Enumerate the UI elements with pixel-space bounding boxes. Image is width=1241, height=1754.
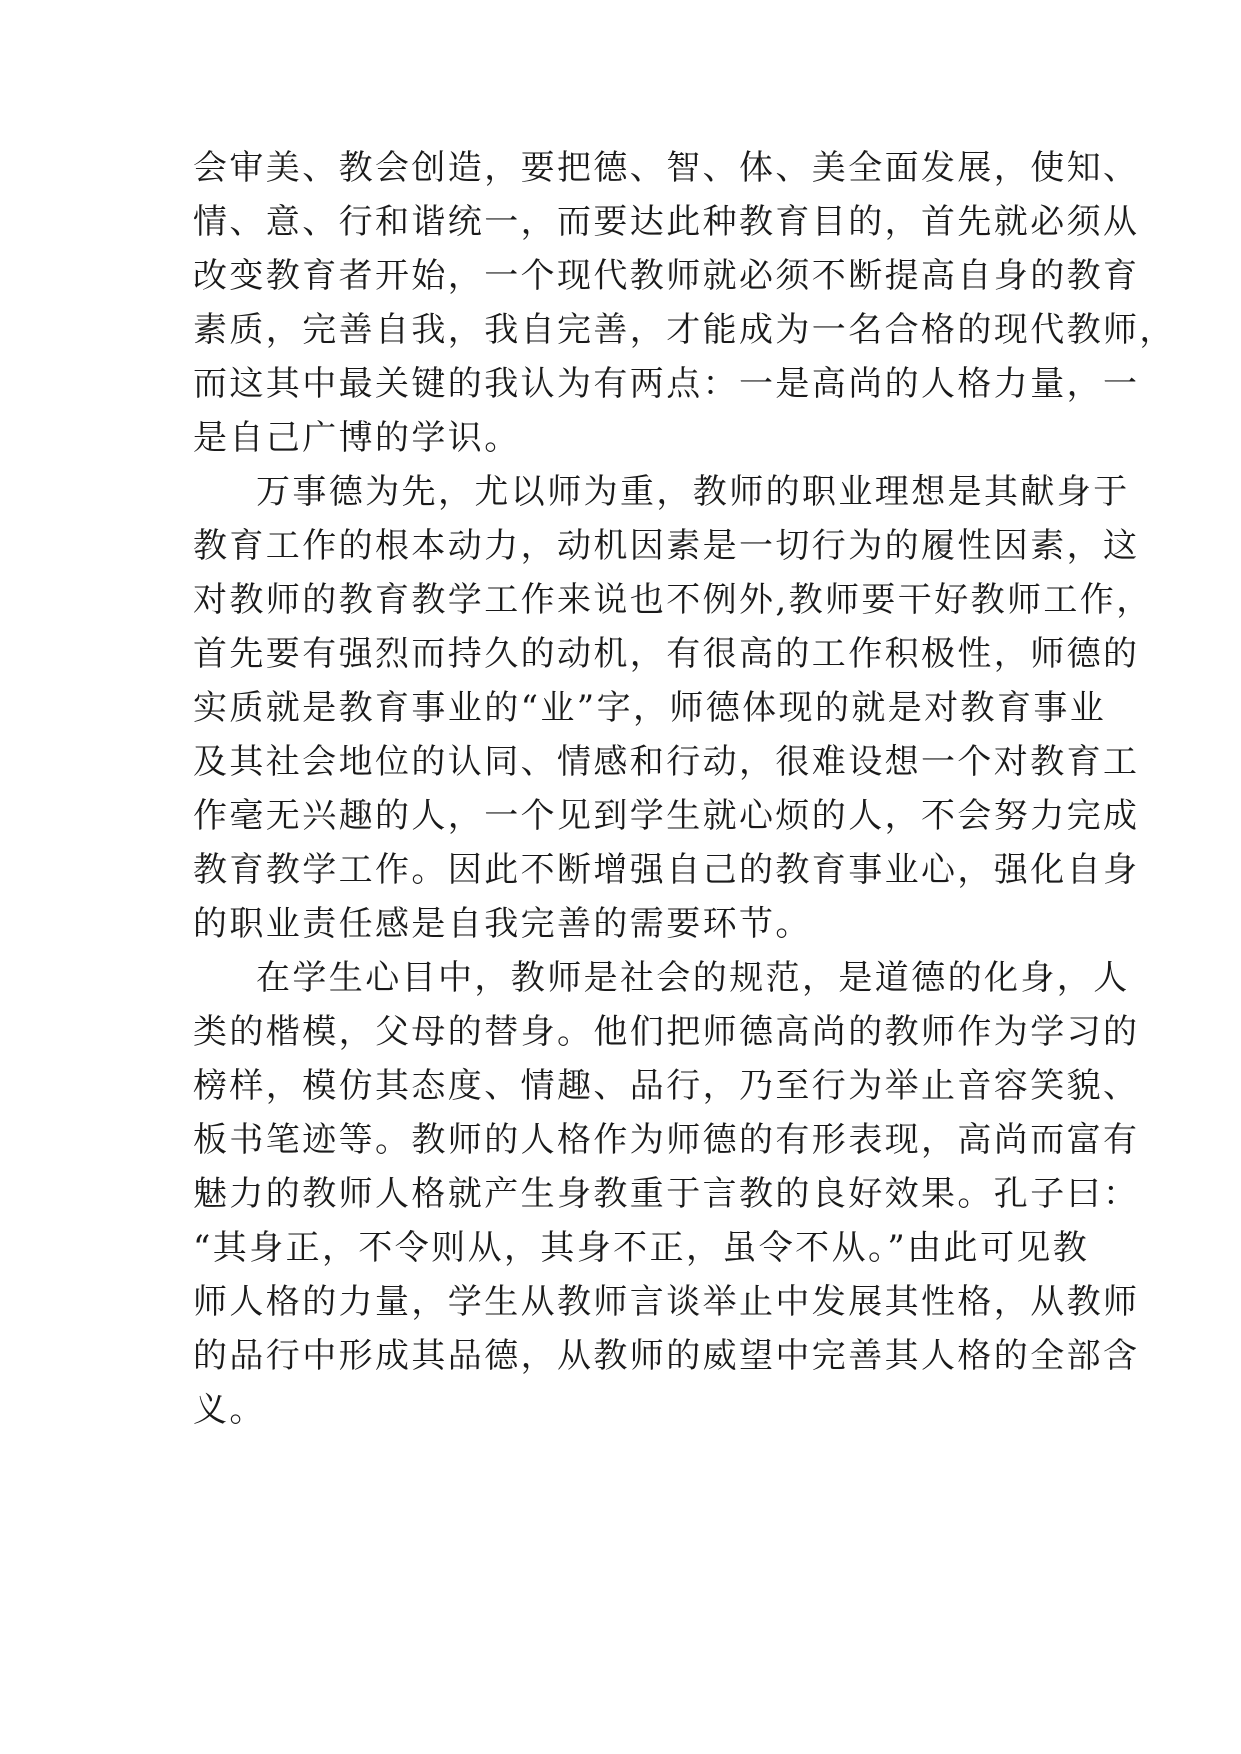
- text-line: 的品行中形成其品德，从教师的威望中完善其人格的全部含: [193, 1336, 1140, 1376]
- text-line: 教育教学工作。因此不断增强自己的教育事业心，强化自身: [193, 850, 1140, 890]
- text-line: 榜样，模仿其态度、情趣、品行，乃至行为举止音容笑貌、: [193, 1066, 1140, 1106]
- text-line: 会审美、教会创造，要把德、智、体、美全面发展，使知、: [193, 148, 1140, 188]
- text-line: 类的楷模，父母的替身。他们把师德高尚的教师作为学习的: [193, 1012, 1140, 1052]
- text-line: 师人格的力量，学生从教师言谈举止中发展其性格，从教师: [193, 1282, 1140, 1322]
- text-line: “其身正，不令则从，其身不正，虽令不从。”由此可见教: [193, 1228, 1090, 1268]
- text-line: 教育工作的根本动力，动机因素是一切行为的履性因素，这: [193, 526, 1140, 566]
- text-line: 板书笔迹等。教师的人格作为师德的有形表现，高尚而富有: [193, 1120, 1140, 1160]
- text-line: 及其社会地位的认同、情感和行动，很难设想一个对教育工: [193, 742, 1140, 782]
- paragraph-first-line: 万事德为先，尤以师为重，教师的职业理想是其献身于: [256, 472, 1130, 512]
- text-line: 改变教育者开始，一个现代教师就必须不断提高自身的教育: [193, 256, 1140, 296]
- text-line: 素质，完善自我，我自完善，才能成为一名合格的现代教师，: [193, 310, 1176, 350]
- text-line: 而这其中最关键的我认为有两点：一是高尚的人格力量，一: [193, 364, 1140, 404]
- text-line: 是自己广博的学识。: [193, 418, 521, 458]
- text-line: 魅力的教师人格就产生身教重于言教的良好效果。孔子曰：: [193, 1174, 1140, 1214]
- text-line: 作毫无兴趣的人，一个见到学生就心烦的人，不会努力完成: [193, 796, 1140, 836]
- text-line: 首先要有强烈而持久的动机，有很高的工作积极性，师德的: [193, 634, 1140, 674]
- text-line: 的职业责任感是自我完善的需要环节。: [193, 904, 812, 944]
- text-line: 实质就是教育事业的“业”字，师德体现的就是对教育事业: [193, 688, 1107, 728]
- paragraph-first-line: 在学生心目中，教师是社会的规范，是道德的化身，人: [256, 958, 1130, 998]
- text-line: 义。: [193, 1390, 266, 1430]
- text-line: 对教师的教育教学工作来说也不例外,教师要干好教师工作，: [193, 580, 1153, 620]
- text-line: 情、意、行和谐统一，而要达此种教育目的，首先就必须从: [193, 202, 1140, 242]
